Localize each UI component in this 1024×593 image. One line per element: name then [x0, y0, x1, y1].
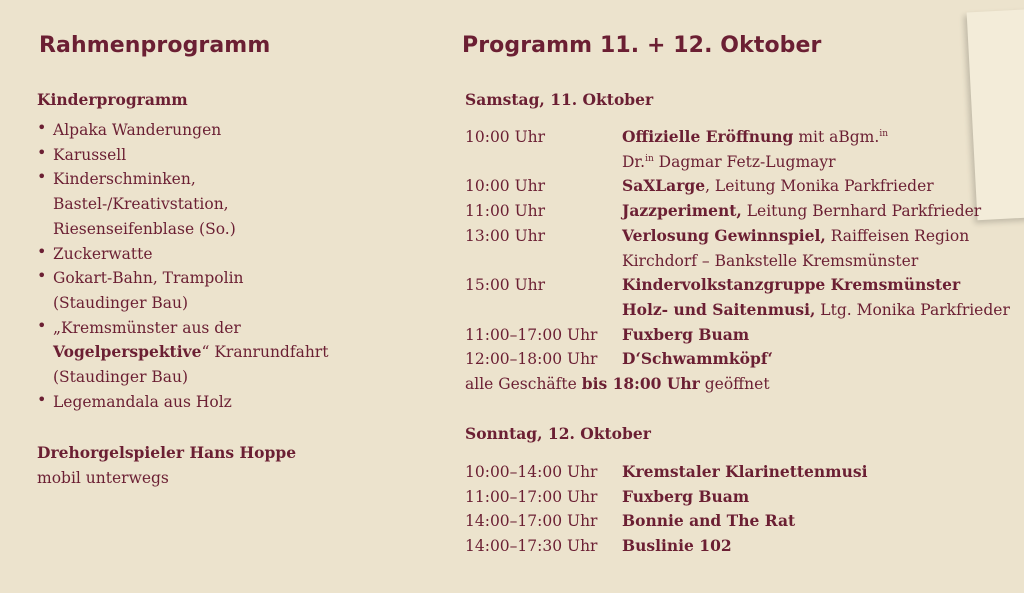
event-text: Dagmar Fetz-Lugmayr [653, 152, 836, 171]
event-time: 10:00–14:00 Uhr [465, 463, 598, 481]
event-time: 14:00–17:00 Uhr [465, 512, 598, 531]
event-description [622, 125, 888, 150]
item-text: Kinderschminken, [53, 170, 196, 189]
event-description [622, 509, 795, 534]
shops-open-note [465, 372, 770, 397]
kinderprogramm-title: Kinderprogramm [37, 90, 188, 109]
kinderprogramm-item [37, 390, 328, 415]
event-time: 14:00–17:30 Uhr [465, 537, 598, 556]
schedule-row [465, 273, 1010, 298]
event-text: Buslinie 102 [622, 536, 732, 556]
event-time [465, 298, 622, 323]
item-text: Vogelperspektive [53, 342, 202, 362]
item-line [53, 340, 328, 365]
event-text: Fuxberg Buam [622, 324, 750, 344]
event-description [622, 323, 749, 348]
item-line [53, 118, 328, 143]
item-text: Gokart-Bahn, Trampolin [53, 269, 244, 288]
kinderprogramm-item [37, 242, 328, 267]
item-text: (Staudinger Bau) [53, 293, 189, 312]
event-description [622, 534, 732, 559]
item-text: Bastel-/Kreativstation, [53, 195, 229, 214]
schedule-row [465, 249, 1010, 274]
drehorgel-text: mobil unterwegs [37, 469, 169, 487]
event-description [622, 347, 773, 372]
event-description [622, 460, 867, 485]
event-time: 11:00–17:00 Uhr [465, 487, 598, 506]
schedule-row [465, 125, 1010, 150]
event-text: , Leitung Monika Parkfrieder [705, 177, 934, 196]
event-description [622, 298, 1010, 323]
event-description [622, 174, 934, 199]
kinderprogramm-item [37, 118, 328, 143]
kinderprogramm-item [37, 266, 328, 315]
event-description [622, 224, 969, 249]
event-text: Kremstaler Klarinettenmusi [622, 462, 868, 481]
event-text: Kirchdorf – Bankstelle Kremsmünster [622, 251, 919, 270]
schedule-row [465, 485, 867, 510]
event-text: Dr. [622, 152, 646, 171]
day-title-sonntag: Sonntag, 12. Oktober [465, 424, 651, 443]
event-time [465, 249, 622, 274]
event-text: Ltg. Monika Parkfrieder [815, 300, 1010, 319]
item-text: Alpaka Wanderungen [53, 121, 222, 139]
day-title-samstag: Samstag, 11. Oktober [465, 90, 654, 109]
item-text: „Kremsmünster aus der [53, 318, 241, 337]
event-text: Raiffeisen Region [825, 226, 970, 245]
item-line [53, 217, 328, 242]
schedule-samstag [465, 125, 1010, 372]
event-time: 10:00 Uhr [465, 128, 546, 146]
schedule-row [465, 323, 1010, 348]
event-description [622, 150, 836, 175]
event-time: 11:00–17:00 Uhr [465, 325, 598, 344]
event-text: Jazzperiment, [622, 201, 742, 221]
programm-heading: Programm 11. + 12. Oktober [462, 33, 822, 58]
event-time [465, 150, 622, 175]
item-line [53, 316, 328, 341]
item-line [53, 192, 328, 217]
item-text: Zuckerwatte [53, 244, 153, 263]
rahmenprogramm-heading: Rahmenprogramm [39, 33, 271, 58]
schedule-row [465, 224, 1010, 249]
event-text: Kindervolkstanzgruppe Kremsmünster [622, 275, 961, 295]
event-text: Leitung Bernhard Parkfrieder [741, 202, 982, 221]
note-text: alle Geschäfte [465, 375, 582, 393]
item-text: “ Kranrundfahrt [201, 343, 329, 362]
event-text: Verlosung Gewinnspiel, [622, 225, 826, 245]
item-text: Riesenseifenblase (So.) [53, 219, 236, 238]
schedule-row [465, 150, 1010, 175]
event-time: 10:00 Uhr [465, 177, 546, 196]
event-time: 13:00 Uhr [465, 226, 546, 245]
schedule-row [465, 534, 867, 559]
kinderprogramm-item [37, 316, 328, 390]
event-time: 15:00 Uhr [465, 276, 546, 295]
item-text: Legemandala aus Holz [53, 392, 232, 411]
event-description [622, 249, 918, 274]
event-text: Holz- und Saitenmusi, [622, 299, 816, 319]
schedule-sonntag [465, 460, 867, 559]
kinderprogramm-item [37, 143, 328, 168]
event-time: 11:00 Uhr [465, 202, 546, 221]
schedule-row [465, 347, 1010, 372]
item-line [53, 390, 328, 415]
schedule-row [465, 298, 1010, 323]
item-text: Karussell [53, 145, 127, 164]
event-time: 12:00–18:00 Uhr [465, 350, 598, 369]
schedule-row [465, 174, 1010, 199]
event-text: D‘Schwammköpf‘ [622, 349, 773, 369]
item-line [53, 242, 328, 267]
drehorgel-title: Drehorgelspieler Hans Hoppe [37, 443, 297, 462]
item-text: (Staudinger Bau) [53, 368, 189, 387]
note-text: bis 18:00 Uhr [581, 374, 700, 393]
item-line [53, 143, 328, 168]
event-text: SaXLarge [622, 176, 706, 196]
schedule-row [465, 460, 867, 485]
event-text: in [879, 128, 888, 139]
event-description [622, 273, 960, 298]
item-line [53, 291, 328, 316]
item-line [53, 365, 328, 390]
event-text: Offizielle Eröffnung [622, 127, 794, 146]
event-text: in [645, 153, 654, 164]
event-description [622, 199, 981, 224]
kinderprogramm-list [37, 118, 328, 414]
item-line [53, 167, 328, 192]
event-text: Bonnie and The Rat [622, 511, 796, 531]
schedule-row [465, 509, 867, 534]
kinderprogramm-item [37, 167, 328, 241]
event-text: mit aBgm. [793, 128, 880, 146]
note-text: geöffnet [699, 375, 770, 393]
schedule-row [465, 199, 1010, 224]
event-text: Fuxberg Buam [622, 486, 750, 506]
event-description [622, 485, 749, 510]
item-line [53, 266, 328, 291]
